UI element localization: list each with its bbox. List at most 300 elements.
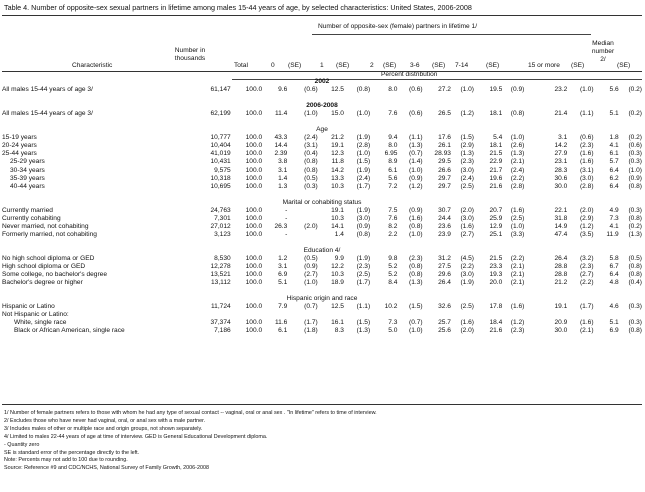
table-cell: 5.6 xyxy=(388,174,398,182)
table-cell: (2.2) xyxy=(510,255,525,263)
table-cell: (3.3) xyxy=(510,230,525,238)
table-cell: 100.0 xyxy=(245,86,263,94)
row-label: 2006-2008 xyxy=(306,102,338,110)
table-cell: (0.8) xyxy=(356,230,371,238)
table-cell: 3.8 xyxy=(278,158,288,166)
table-cell xyxy=(287,311,317,319)
table-cell: (0.3) xyxy=(628,206,642,214)
table-cell: (2.2) xyxy=(460,263,474,271)
table-cell: (2.3) xyxy=(409,255,423,263)
table-cell: 26.4 xyxy=(438,279,451,287)
table-cell: (0.8) xyxy=(628,182,642,190)
table-cell: 9.8 xyxy=(388,255,398,263)
table-cell: 31.2 xyxy=(438,255,451,263)
table-cell: (3.0) xyxy=(356,214,371,222)
footnote-source: Source: Reference #9 and CDC/NCHS, National Survey of Family Growth, 2006-2008 xyxy=(4,465,209,472)
table-cell: (1.6) xyxy=(409,214,423,222)
table-cell: 6.4 xyxy=(609,182,619,190)
table-cell: 11.8 xyxy=(331,158,344,166)
table-cell: (2.3) xyxy=(579,142,594,150)
table-cell: 7.2 xyxy=(388,182,398,190)
table-cell: 100.0 xyxy=(245,279,263,287)
row-label: Formerly married, not cohabiting xyxy=(2,230,97,238)
table-cell xyxy=(594,311,619,319)
table-cell: 6.4 xyxy=(609,271,619,279)
table-cell: (2.3) xyxy=(356,263,371,271)
table-cell: 6.1 xyxy=(278,327,288,335)
table-cell: 100.0 xyxy=(245,166,263,174)
table-cell: (2.6) xyxy=(510,142,525,150)
table-cell xyxy=(231,311,262,319)
table-cell: 5.2 xyxy=(388,263,398,271)
header-col-15plus: 15 or more xyxy=(528,62,560,69)
table-cell: 100.0 xyxy=(245,158,263,166)
table-cell: 19.5 xyxy=(489,86,503,94)
table-cell xyxy=(451,311,474,319)
table-row xyxy=(2,86,642,94)
table-cell: 21.6 xyxy=(489,182,503,190)
table-cell: (1.9) xyxy=(356,255,371,263)
header-col-se: (SE) xyxy=(383,62,397,69)
table-cell: (0.3) xyxy=(304,182,318,190)
row-label xyxy=(2,287,642,295)
section-row xyxy=(2,199,642,207)
table-cell: (3.0) xyxy=(579,174,594,182)
table-row xyxy=(2,183,642,191)
table-row xyxy=(2,279,642,287)
table-cell xyxy=(502,311,524,319)
table-cell: (1.0) xyxy=(510,222,525,230)
table-cell: 22.1 xyxy=(554,206,568,214)
table-cell: (1.0) xyxy=(460,86,474,94)
table-cell: (0.3) xyxy=(628,303,642,311)
table-cell: (0.3) xyxy=(628,150,642,158)
table-cell: (1.9) xyxy=(356,134,371,142)
table-cell: (1.3) xyxy=(628,230,642,238)
table-row xyxy=(2,110,642,118)
table-cell: 61,147 xyxy=(210,86,231,94)
table-cell: 13,112 xyxy=(210,279,231,287)
table-cell: (0.8) xyxy=(409,263,423,271)
table-cell: (0.2) xyxy=(628,134,642,142)
row-label: 25-29 years xyxy=(10,158,45,166)
table-cell: 6.2 xyxy=(609,174,619,182)
table-cell: (3.0) xyxy=(460,214,474,222)
table-cell: (1.1) xyxy=(409,134,423,142)
header-characteristic: Characteristic xyxy=(72,62,113,69)
section-row xyxy=(2,247,642,255)
table-cell: 11.6 xyxy=(274,319,288,327)
table-cell: 100.0 xyxy=(245,327,263,335)
table-cell: 10.2 xyxy=(384,303,398,311)
table-cell: (2.2) xyxy=(579,279,594,287)
table-cell: - xyxy=(285,214,288,222)
table-cell: 100.0 xyxy=(245,214,263,222)
header-col-se: (SE) xyxy=(336,62,350,69)
table-cell: 21.2 xyxy=(331,134,344,142)
table-cell: (1.0) xyxy=(409,166,423,174)
table-cell: (1.7) xyxy=(356,182,371,190)
table-cell: (0.8) xyxy=(304,158,318,166)
table-cell: 10.3 xyxy=(331,214,344,222)
table-cell: (0.6) xyxy=(409,86,423,94)
table-cell: (1.9) xyxy=(356,206,371,214)
table-cell: 13.3 xyxy=(331,174,344,182)
table-cell: 10,777 xyxy=(210,134,231,142)
table-cell: 18.1 xyxy=(489,110,503,118)
table-cell: (1.6) xyxy=(579,158,594,166)
table-cell: 100.0 xyxy=(245,174,263,182)
table-cell: 100.0 xyxy=(245,255,263,263)
table-cell: (1.0) xyxy=(356,110,371,118)
table-cell: (0.9) xyxy=(510,86,525,94)
table-cell: 8.9 xyxy=(388,158,398,166)
table-cell: 7.5 xyxy=(388,206,398,214)
row-label: Marital or cohabiting status xyxy=(282,198,362,206)
table-cell: (1.1) xyxy=(579,110,594,118)
table-cell: (2.3) xyxy=(510,327,525,335)
table-cell: (1.0) xyxy=(409,327,423,335)
table-cell: 3.1 xyxy=(278,166,288,174)
table-cell xyxy=(619,311,642,319)
table-cell: 27.9 xyxy=(554,150,568,158)
row-label: 20-24 years xyxy=(2,142,37,150)
table-cell: 21.5 xyxy=(489,255,503,263)
table-cell: (0.5) xyxy=(628,255,642,263)
table-cell: 12.5 xyxy=(331,303,344,311)
table-cell: (2.8) xyxy=(579,182,594,190)
table-cell: (0.4) xyxy=(304,150,318,158)
header-col-se: (SE) xyxy=(432,62,446,69)
table-cell: 100.0 xyxy=(245,150,263,158)
table-cell: 30.0 xyxy=(554,327,568,335)
header-col-se: (SE) xyxy=(617,62,631,69)
table-cell: (1.1) xyxy=(356,303,371,311)
footnotes xyxy=(4,410,377,473)
table-cell: 5.7 xyxy=(609,158,619,166)
table-row xyxy=(2,255,642,263)
table-cell: (0.8) xyxy=(304,166,318,174)
table-cell: (2.2) xyxy=(510,174,525,182)
table-cell: - xyxy=(285,230,288,238)
table-cell: 23.1 xyxy=(554,158,568,166)
table-cell: 12.9 xyxy=(489,222,503,230)
table-cell: 18.4 xyxy=(489,319,503,327)
table-cell xyxy=(423,311,451,319)
table-row xyxy=(2,134,642,142)
table-cell: (1.0) xyxy=(304,279,318,287)
table-cell: (0.3) xyxy=(628,319,642,327)
table-cell: (2.1) xyxy=(510,263,525,271)
section-row xyxy=(2,126,642,134)
table-cell xyxy=(318,311,344,319)
table-cell: (3.0) xyxy=(460,271,474,279)
row-label: All males 15-44 years of age 3/ xyxy=(2,110,93,118)
table-cell: (2.1) xyxy=(510,271,525,279)
table-cell: (0.7) xyxy=(304,303,318,311)
table-cell: 2.39 xyxy=(274,150,288,158)
table-cell: 6.4 xyxy=(609,166,619,174)
table-cell: (3.5) xyxy=(579,230,594,238)
section-row xyxy=(2,295,642,303)
table-cell: (3.1) xyxy=(579,166,594,174)
row-label: Hispanic or Latino xyxy=(2,303,55,311)
table-cell: 100.0 xyxy=(245,319,263,327)
table-cell xyxy=(172,311,231,319)
table-title: Table 4. Number of opposite-sex sexual partners in lifetime among males 15-44 years of age, by selected characteristics: United States, 2006-2008 xyxy=(4,3,472,12)
table-cell: 10.3 xyxy=(331,271,344,279)
table-cell: (0.2) xyxy=(628,110,642,118)
table-cell: 19.1 xyxy=(331,142,344,150)
table-cell: (1.7) xyxy=(579,303,594,311)
table-cell: 23.2 xyxy=(554,86,568,94)
table-cell: 14.2 xyxy=(331,166,344,174)
row-label: High school diploma or GED xyxy=(2,263,86,271)
table-cell: (0.8) xyxy=(356,86,371,94)
table-cell: 8.4 xyxy=(388,279,398,287)
table-cell: 4.1 xyxy=(609,142,619,150)
table-cell: (0.8) xyxy=(409,222,423,230)
table-row xyxy=(2,271,642,279)
table-cell: (0.6) xyxy=(579,134,594,142)
table-cell: 1.3 xyxy=(278,182,288,190)
table-cell: 32.6 xyxy=(438,303,451,311)
table-cell: (0.2) xyxy=(628,222,642,230)
table-cell: (1.4) xyxy=(409,158,423,166)
spanner-header: Number of opposite-sex (female) partners in lifetime 1/ xyxy=(318,23,478,30)
spacer-row xyxy=(2,239,642,247)
row-label: Hispanic origin and race xyxy=(286,295,358,303)
table-cell xyxy=(524,311,567,319)
header-col-2: 2 xyxy=(370,62,374,69)
table-cell: 14.1 xyxy=(331,222,344,230)
table-cell: (1.0) xyxy=(409,230,423,238)
table-cell: 100.0 xyxy=(245,303,263,311)
table-cell: (0.7) xyxy=(409,150,423,158)
table-cell: 11.4 xyxy=(274,110,288,118)
table-cell xyxy=(567,311,593,319)
table-cell: 100.0 xyxy=(245,182,263,190)
header-thousands: Number in thousands xyxy=(174,47,206,62)
row-label: White, single race xyxy=(14,319,67,327)
table-cell: 15.0 xyxy=(331,110,344,118)
table-cell: (0.3) xyxy=(628,158,642,166)
table-cell: 12.2 xyxy=(331,263,344,271)
table-cell: (0.8) xyxy=(628,271,642,279)
row-label xyxy=(2,118,642,126)
table-cell: (0.6) xyxy=(304,86,318,94)
table-cell: 8,530 xyxy=(214,255,231,263)
table-cell: (2.3) xyxy=(460,158,474,166)
table-cell: 3.1 xyxy=(558,134,568,142)
row-label: Some college, no bachelor's degree xyxy=(2,271,107,279)
table-cell: (1.5) xyxy=(356,319,371,327)
table-cell: 6.95 xyxy=(384,150,398,158)
table-cell: (0.9) xyxy=(409,206,423,214)
table-cell: 5.4 xyxy=(493,134,503,142)
table-cell: 19.1 xyxy=(554,303,568,311)
table-row xyxy=(2,263,642,271)
footnote-note: Note: Percents may not add to 100 due to rounding. xyxy=(4,457,128,464)
table-cell: 10.3 xyxy=(331,182,344,190)
table-cell: 20.0 xyxy=(489,279,503,287)
table-row xyxy=(2,150,642,158)
table-cell: (2.7) xyxy=(304,271,318,279)
table-cell: 1.8 xyxy=(609,134,619,142)
table-cell: 9.4 xyxy=(388,134,398,142)
table-cell xyxy=(287,215,317,223)
row-label: 2002 xyxy=(314,78,330,86)
row-label: 25-44 years xyxy=(2,150,37,158)
row-label: Bachelor's degree or higher xyxy=(2,279,83,287)
table-cell: (3.2) xyxy=(579,255,594,263)
row-label: Age xyxy=(316,126,328,134)
header-col-se: (SE) xyxy=(486,62,500,69)
table-cell: 27,012 xyxy=(210,222,231,230)
table-cell: 100.0 xyxy=(245,230,263,238)
row-label: All males 15-44 years of age 3/ xyxy=(2,86,93,94)
table-cell: 25.9 xyxy=(489,214,503,222)
table-cell: 8.0 xyxy=(388,142,398,150)
row-label: Black or African American, single race xyxy=(14,327,125,335)
table-cell: (1.3) xyxy=(510,150,525,158)
table-cell: 10,404 xyxy=(210,142,231,150)
table-cell: (1.0) xyxy=(579,86,594,94)
table-cell: 25.6 xyxy=(438,327,451,335)
table-cell: 28.3 xyxy=(554,166,568,174)
table-cell: 43.3 xyxy=(274,134,288,142)
spacer-row xyxy=(2,191,642,199)
table-cell: (2.0) xyxy=(460,206,474,214)
table-cell: (2.0) xyxy=(304,222,318,230)
table-cell: 19.3 xyxy=(489,271,503,279)
table-cell: 26.1 xyxy=(438,142,451,150)
header-total: Total xyxy=(234,62,248,69)
table-cell: (2.8) xyxy=(510,182,525,190)
table-cell: (0.9) xyxy=(304,263,318,271)
table-cell: (1.2) xyxy=(409,182,423,190)
table-row xyxy=(2,223,642,231)
table-cell: 10,695 xyxy=(210,182,231,190)
row-label: Education 4/ xyxy=(303,247,341,254)
table-cell: 2.2 xyxy=(388,230,398,238)
table-cell xyxy=(370,311,397,319)
table-cell: (0.2) xyxy=(628,86,642,94)
table-cell: (2.5) xyxy=(460,303,474,311)
spacer-row xyxy=(2,118,642,126)
table-cell: 30.0 xyxy=(554,182,568,190)
data-table xyxy=(2,78,642,336)
footnote-2: 2/ Excludes those who have never had vaginal, oral, or anal sex with a male partner. xyxy=(4,417,206,424)
table-cell: 30.6 xyxy=(554,174,568,182)
table-cell: (0.6) xyxy=(409,110,423,118)
table-cell: 29.5 xyxy=(438,158,451,166)
table-cell: 5.1 xyxy=(609,110,619,118)
table-cell: 26.5 xyxy=(438,110,451,118)
percent-distribution-label: Percent distribution xyxy=(381,71,438,78)
table-cell: (1.7) xyxy=(304,319,318,327)
row-label: No high school diploma or GED xyxy=(2,255,95,263)
table-cell: 21.7 xyxy=(489,166,503,174)
table-cell: 31.8 xyxy=(554,214,568,222)
table-cell: 23.9 xyxy=(438,230,451,238)
table-cell: (2.4) xyxy=(510,166,525,174)
table-cell: (1.9) xyxy=(460,279,474,287)
table-cell: (1.6) xyxy=(460,319,474,327)
table-cell xyxy=(344,311,370,319)
row-label xyxy=(2,191,642,199)
table-cell: (0.5) xyxy=(304,255,318,263)
table-cell: 4.9 xyxy=(609,206,619,214)
table-cell: (1.2) xyxy=(510,319,525,327)
table-cell: (2.5) xyxy=(356,271,371,279)
row-label: 15-19 years xyxy=(2,134,37,142)
table-cell: (0.8) xyxy=(628,327,642,335)
table-cell: 21.4 xyxy=(554,110,568,118)
row-label: 40-44 years xyxy=(10,182,45,190)
table-cell: 8.2 xyxy=(388,222,398,230)
table-cell: 7.9 xyxy=(278,303,288,311)
table-cell: 21.6 xyxy=(489,327,503,335)
footnote-3: 3/ Includes males of other or multiple race and origin groups, not shown separately. xyxy=(4,425,203,432)
table-cell: 30.7 xyxy=(438,206,451,214)
table-cell: - xyxy=(285,206,288,214)
table-cell: (1.0) xyxy=(304,110,318,118)
table-cell: 17.8 xyxy=(489,303,503,311)
table-cell: 5.0 xyxy=(388,327,398,335)
table-cell: 11,724 xyxy=(210,303,231,311)
table-cell: 5.8 xyxy=(609,255,619,263)
table-cell: 26.4 xyxy=(554,255,568,263)
table-cell: 25.1 xyxy=(489,230,503,238)
table-cell: 7,301 xyxy=(214,214,231,222)
table-cell: (3.0) xyxy=(460,166,474,174)
table-cell: (0.7) xyxy=(409,319,423,327)
table-cell: 12.5 xyxy=(331,86,344,94)
table-cell: (1.2) xyxy=(460,110,474,118)
table-cell: 29.7 xyxy=(438,174,451,182)
spacer-row xyxy=(2,287,642,295)
table-cell: (1.3) xyxy=(409,279,423,287)
table-cell: 25.7 xyxy=(438,319,451,327)
table-row xyxy=(2,207,642,215)
table-cell: (1.2) xyxy=(579,222,594,230)
table-row xyxy=(2,215,642,223)
table-cell: 28.93 xyxy=(434,150,451,158)
table-cell xyxy=(262,311,287,319)
table-cell: 24.4 xyxy=(438,214,451,222)
table-cell: 14.4 xyxy=(274,142,288,150)
table-cell: (1.6) xyxy=(510,303,525,311)
table-cell: 1.4 xyxy=(278,174,288,182)
table-cell: (2.9) xyxy=(460,142,474,150)
table-cell: (2.9) xyxy=(579,214,594,222)
table-cell: 4.8 xyxy=(609,279,619,287)
table-cell: 62,199 xyxy=(210,110,231,118)
header-median: Median number 2/ xyxy=(591,40,615,63)
table-cell: 100.0 xyxy=(245,222,263,230)
table-cell: (1.6) xyxy=(460,222,474,230)
table-cell: 4.1 xyxy=(609,222,619,230)
table-cell: 6.9 xyxy=(278,271,288,279)
section-row xyxy=(2,78,642,86)
table-cell: 9.6 xyxy=(278,86,288,94)
table-cell: 21.5 xyxy=(489,150,503,158)
table-cell: (2.8) xyxy=(356,142,371,150)
table-cell: 47.4 xyxy=(554,230,568,238)
table-cell: 7.3 xyxy=(609,214,619,222)
table-cell: (0.4) xyxy=(628,279,642,287)
